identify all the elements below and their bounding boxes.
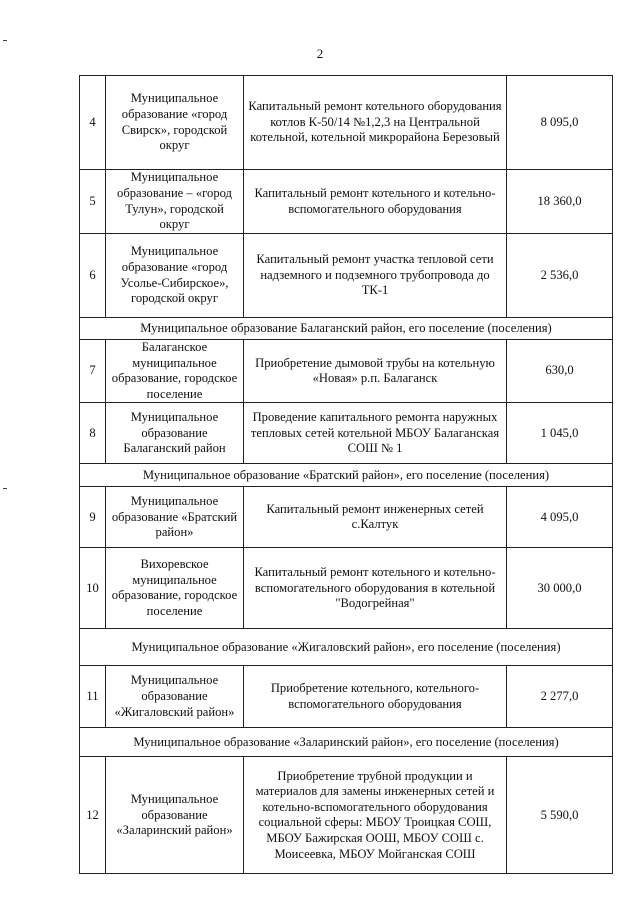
amount-cell: 4 095,0 (507, 487, 613, 548)
work-cell: Капитальный ремонт котельного оборудования котлов К-50/14 №1,2,3 на Центральной котельной, котельной микрорайона Березовый (244, 76, 507, 170)
entity-cell: Муниципальное образование «Жигаловский район» (106, 666, 244, 728)
entity-cell: Муниципальное образование «город Усолье-Сибирское», городской округ (106, 234, 244, 318)
entity-cell: Вихоревское муниципальное образование, городское поселение (106, 548, 244, 629)
row-number: 11 (80, 666, 106, 728)
amount-cell: 30 000,0 (507, 548, 613, 629)
amount-cell: 5 590,0 (507, 757, 613, 874)
entity-cell: Муниципальное образование «Заларинский район» (106, 757, 244, 874)
section-row (80, 629, 613, 666)
row-number: 8 (80, 403, 106, 464)
row-number: 12 (80, 757, 106, 874)
table-row (80, 757, 613, 874)
row-number: 9 (80, 487, 106, 548)
section-row (80, 464, 613, 487)
amount-cell: 630,0 (507, 340, 613, 403)
table-row (80, 548, 613, 629)
entity-cell: Муниципальное образование – «город Тулун», городской округ (106, 170, 244, 234)
entity-cell: Муниципальное образование Балаганский район (106, 403, 244, 464)
table-row (80, 487, 613, 548)
table-row (80, 234, 613, 318)
section-heading: Муниципальное образование «Братский район», его поселение (поселения) (80, 464, 613, 487)
row-number: 10 (80, 548, 106, 629)
section-heading: Муниципальное образование «Заларинский район», его поселение (поселения) (80, 728, 613, 757)
row-number: 4 (80, 76, 106, 170)
section-heading: Муниципальное образование Балаганский район, его поселение (поселения) (80, 318, 613, 340)
work-cell: Приобретение трубной продукции и материалов для замены инженерных сетей и котельно-вспомогательного оборудования социальной сферы: МБОУ Троицкая СОШ, МБОУ Бажирская ООШ, МБОУ СОШ с. Моисеевка, МБОУ Мойганская СОШ (244, 757, 507, 874)
row-number: 5 (80, 170, 106, 234)
work-cell: Капитальный ремонт инженерных сетей с.Калтук (244, 487, 507, 548)
amount-cell: 18 360,0 (507, 170, 613, 234)
entity-cell: Балаганское муниципальное образование, городское поселение (106, 340, 244, 403)
section-heading: Муниципальное образование «Жигаловский район», его поселение (поселения) (80, 629, 613, 666)
margin-mark (3, 40, 7, 41)
amount-cell: 2 277,0 (507, 666, 613, 728)
table-row (80, 403, 613, 464)
funding-table (79, 75, 613, 874)
table-row (80, 340, 613, 403)
entity-cell: Муниципальное образование «город Свирск», городской округ (106, 76, 244, 170)
row-number: 6 (80, 234, 106, 318)
amount-cell: 8 095,0 (507, 76, 613, 170)
amount-cell: 2 536,0 (507, 234, 613, 318)
work-cell: Проведение капитального ремонта наружных тепловых сетей котельной МБОУ Балаганская СОШ № 1 (244, 403, 507, 464)
row-number: 7 (80, 340, 106, 403)
work-cell: Приобретение дымовой трубы на котельную «Новая» р.п. Балаганск (244, 340, 507, 403)
entity-cell: Муниципальное образование «Братский район» (106, 487, 244, 548)
table-row (80, 666, 613, 728)
margin-mark (3, 488, 7, 489)
table-row (80, 170, 613, 234)
work-cell: Капитальный ремонт участка тепловой сети надземного и подземного трубопровода до ТК-1 (244, 234, 507, 318)
section-row (80, 318, 613, 340)
work-cell: Приобретение котельного, котельного-вспомогательного оборудования (244, 666, 507, 728)
amount-cell: 1 045,0 (507, 403, 613, 464)
work-cell: Капитальный ремонт котельного и котельно-вспомогательного оборудования в котельной "Водогрейная" (244, 548, 507, 629)
page-number: 2 (316, 46, 324, 61)
section-row (80, 728, 613, 757)
table-row (80, 76, 613, 170)
work-cell: Капитальный ремонт котельного и котельно-вспомогательного оборудования (244, 170, 507, 234)
